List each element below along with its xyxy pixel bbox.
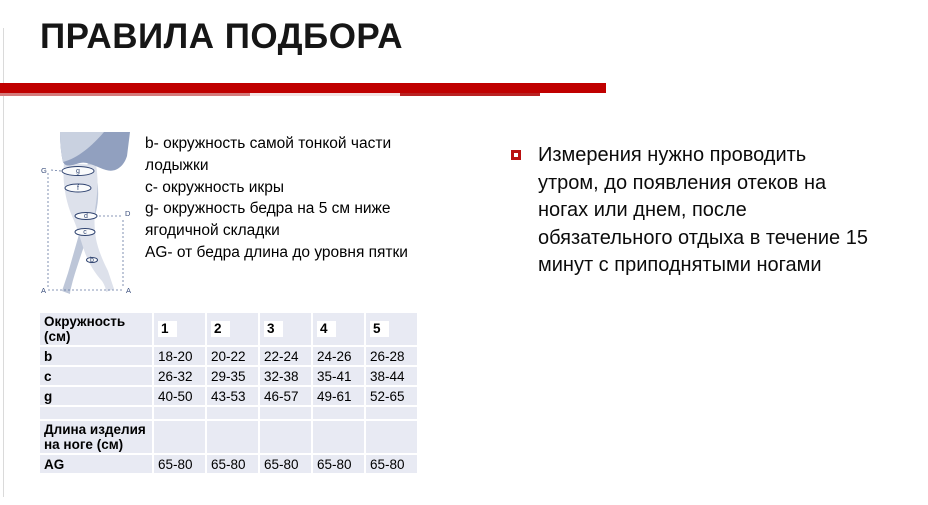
table-cell: 26-32 bbox=[154, 367, 205, 385]
table-cell: 24-26 bbox=[313, 347, 364, 365]
table-cell bbox=[154, 421, 205, 453]
table-cell: 35-41 bbox=[313, 367, 364, 385]
table-cell: 65-80 bbox=[154, 455, 205, 473]
table-row-label: b bbox=[40, 347, 152, 365]
table-size-header bbox=[260, 313, 311, 345]
diagram-label-G: G bbox=[41, 166, 47, 175]
measurement-note bbox=[511, 142, 911, 280]
diagram-band-label-b: b bbox=[90, 257, 94, 264]
measurement-legend bbox=[145, 133, 437, 264]
table-cell bbox=[313, 407, 364, 419]
table-corner-label: Окружность (см) bbox=[40, 313, 152, 345]
table-cell: 20-22 bbox=[207, 347, 258, 365]
table-row-label bbox=[40, 407, 152, 419]
table-row bbox=[40, 455, 417, 473]
legend-item: b- окружность самой тонкой части лодыжки bbox=[145, 135, 392, 174]
table-cell: 52-65 bbox=[366, 387, 417, 405]
table-cell: 18-20 bbox=[154, 347, 205, 365]
size-number-chip: 5 bbox=[370, 321, 389, 337]
note-line: Измерения нужно проводить bbox=[538, 144, 807, 166]
diagram-band-label-c: c bbox=[83, 229, 87, 236]
table-cell bbox=[207, 407, 258, 419]
table-cell: 65-80 bbox=[366, 455, 417, 473]
diagram-label-A-left: A bbox=[41, 286, 47, 295]
table-cell: 65-80 bbox=[207, 455, 258, 473]
table-cell: 38-44 bbox=[366, 367, 417, 385]
red-square-bullet-icon bbox=[511, 150, 521, 160]
table-row bbox=[40, 387, 417, 405]
table-cell: 22-24 bbox=[260, 347, 311, 365]
diagram-band-label-f: f bbox=[77, 185, 79, 192]
table-cell bbox=[154, 407, 205, 419]
size-number-chip: 2 bbox=[211, 321, 230, 337]
diagram-band-label-d: d bbox=[84, 213, 88, 220]
size-table bbox=[38, 311, 419, 475]
table-size-header bbox=[366, 313, 417, 345]
diagram-band-label-g: g bbox=[76, 168, 80, 175]
table-cell: 43-53 bbox=[207, 387, 258, 405]
legend-item: AG- от бедра длина до уровня пятки bbox=[145, 243, 408, 261]
table-cell bbox=[366, 421, 417, 453]
accent-bar bbox=[0, 83, 606, 93]
size-number-chip: 4 bbox=[317, 321, 336, 337]
table-header-row bbox=[40, 313, 417, 345]
note-text bbox=[538, 142, 911, 280]
legend-item: g- окружность бедра на 5 см ниже ягодичной складки bbox=[145, 200, 391, 240]
table-cell: 40-50 bbox=[154, 387, 205, 405]
table-size-header bbox=[207, 313, 258, 345]
diagram-label-D: D bbox=[125, 209, 131, 218]
legend-item: c- окружность икры bbox=[145, 178, 284, 196]
note-line: обязательного отдыха в течение 15 bbox=[538, 226, 868, 249]
page-title: ПРАВИЛА ПОДБОРА bbox=[40, 17, 403, 56]
table-cell: 65-80 bbox=[313, 455, 364, 473]
table-cell: 29-35 bbox=[207, 367, 258, 385]
table-cell bbox=[260, 421, 311, 453]
table-row bbox=[40, 421, 417, 453]
table-cell bbox=[260, 407, 311, 419]
table-row-label: AG bbox=[40, 455, 152, 473]
table-row bbox=[40, 347, 417, 365]
table-row bbox=[40, 407, 417, 419]
table-cell: 49-61 bbox=[313, 387, 364, 405]
table-size-header bbox=[154, 313, 205, 345]
size-number-chip: 3 bbox=[264, 321, 283, 337]
size-number-chip: 1 bbox=[158, 321, 177, 337]
table-cell bbox=[313, 421, 364, 453]
table-row-label: c bbox=[40, 367, 152, 385]
table-cell bbox=[207, 421, 258, 453]
table-cell: 32-38 bbox=[260, 367, 311, 385]
table-cell bbox=[366, 407, 417, 419]
diagram-label-A-right: A bbox=[126, 286, 132, 295]
note-line: минут с приподнятыми ногами bbox=[538, 254, 822, 276]
table-size-header bbox=[313, 313, 364, 345]
table-row-label: Длина изделия на ноге (см) bbox=[40, 421, 152, 453]
note-line: ногах или днем, после bbox=[538, 199, 747, 221]
legs-measurement-diagram bbox=[40, 132, 140, 297]
table-cell: 65-80 bbox=[260, 455, 311, 473]
table-row bbox=[40, 367, 417, 385]
accent-bar-shadow bbox=[0, 93, 540, 96]
table-cell: 26-28 bbox=[366, 347, 417, 365]
table-row-label: g bbox=[40, 387, 152, 405]
note-line: утром, до появления отеков на bbox=[538, 171, 827, 194]
table-cell: 46-57 bbox=[260, 387, 311, 405]
